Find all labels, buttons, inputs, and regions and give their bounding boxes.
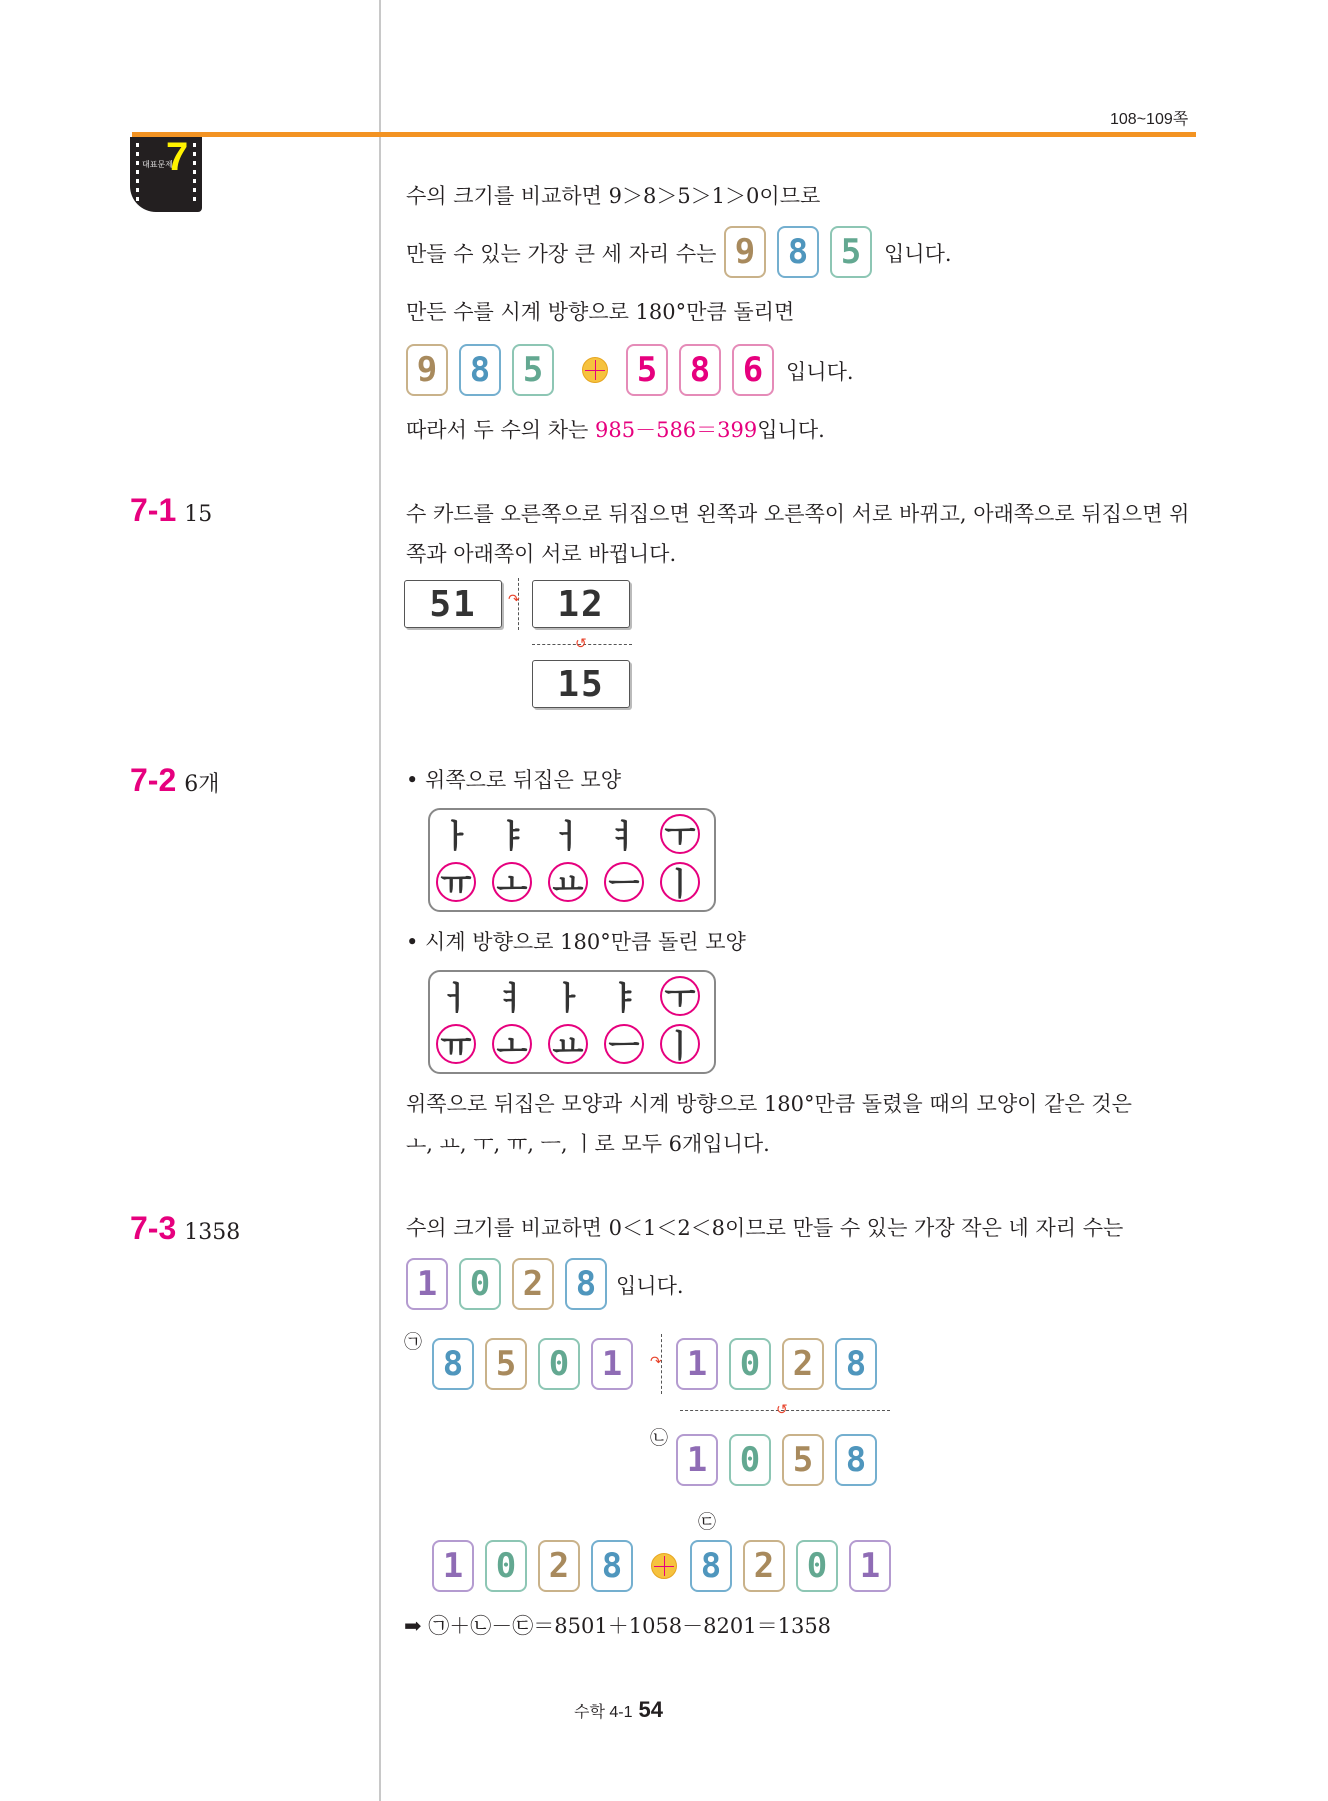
page-reference: 108~109쪽 xyxy=(1110,111,1189,128)
digit-tile: 2 xyxy=(782,1338,824,1390)
digit-tile: 0 xyxy=(459,1258,501,1310)
s72-bullet2: • 시계 방향으로 180°만큼 돌린 모양 xyxy=(406,930,746,954)
jamo: ㅑ xyxy=(496,817,528,855)
rotate-180-icon xyxy=(651,1553,677,1579)
jamo-circled: ㅛ xyxy=(548,862,588,902)
digit-tile: 8 xyxy=(835,1434,877,1486)
digit-tile: 8 xyxy=(459,344,501,396)
digit-tile: 0 xyxy=(729,1434,771,1486)
s7-line5b: 입니다. xyxy=(757,418,825,442)
label-text: 7-3 xyxy=(130,1210,177,1246)
page-footer xyxy=(574,1697,663,1723)
digit-tile: 1 xyxy=(849,1540,891,1592)
column-divider xyxy=(379,0,381,1801)
digit-tile: 0 xyxy=(796,1540,838,1592)
jamo: ㅕ xyxy=(496,979,528,1017)
number-card: 12 xyxy=(532,580,630,628)
jamo: ㅓ xyxy=(552,817,584,855)
jamo: ㅓ xyxy=(440,979,472,1017)
jamo: ㅏ xyxy=(440,817,472,855)
rotate-180-icon xyxy=(582,357,608,383)
s7-calc: 985－586＝399 xyxy=(595,418,758,442)
page-number: 54 xyxy=(638,1697,663,1722)
label-text: 7-2 xyxy=(130,762,177,798)
footer-subject: 수학 4-1 xyxy=(574,1704,633,1721)
s7-line5a: 따라서 두 수의 차는 xyxy=(406,418,595,442)
digit-tile: 5 xyxy=(485,1338,527,1390)
digit-tile: 1 xyxy=(406,1258,448,1310)
flip-arrow-icon: ↺ xyxy=(776,1402,788,1418)
flip-arrow-icon: ↷ xyxy=(650,1354,662,1370)
digit-tile: 6 xyxy=(732,344,774,396)
problem-7-3-label xyxy=(130,1210,240,1247)
digit-tile: 1 xyxy=(676,1434,718,1486)
problem-7-1-label xyxy=(130,492,212,529)
jamo-circled: ㅜ xyxy=(660,814,700,854)
digit-tile: 5 xyxy=(830,226,872,278)
s73-line2b: 입니다. xyxy=(616,1274,684,1298)
s7-line4b: 입니다. xyxy=(786,360,854,384)
s73-final: ➡ ㉠＋㉡－㉢＝8501＋1058－8201＝1358 xyxy=(404,1614,832,1638)
marker-a: ㉠ xyxy=(404,1332,422,1353)
jamo-circled: ㅠ xyxy=(436,1024,476,1064)
s7-line2a: 만들 수 있는 가장 큰 세 자리 수는 xyxy=(406,242,717,266)
digit-tile: 8 xyxy=(835,1338,877,1390)
digit-tile: 0 xyxy=(485,1540,527,1592)
jamo: ㅕ xyxy=(608,817,640,855)
digit-tile: 2 xyxy=(538,1540,580,1592)
marker-c: ㉢ xyxy=(698,1512,716,1533)
jamo-circled: ㅗ xyxy=(492,1024,532,1064)
digit-tile: 9 xyxy=(724,226,766,278)
digit-tile: 0 xyxy=(538,1338,580,1390)
badge-label: 대표문제 xyxy=(142,160,173,169)
jamo: ㅏ xyxy=(552,979,584,1017)
jamo-circled: ㅠ xyxy=(436,862,476,902)
digit-tile: 5 xyxy=(512,344,554,396)
digit-tile: 8 xyxy=(690,1540,732,1592)
s7-line2b: 입니다. xyxy=(884,242,952,266)
s72-bullet1: • 위쪽으로 뒤집은 모양 xyxy=(406,768,621,792)
badge-number: 7 xyxy=(166,135,189,179)
jamo-circled: ㅛ xyxy=(548,1024,588,1064)
digit-tile: 0 xyxy=(729,1338,771,1390)
header-rule xyxy=(132,132,1196,137)
digit-tile: 8 xyxy=(777,226,819,278)
problem-badge xyxy=(130,137,202,212)
answer: 6개 xyxy=(184,772,220,797)
jamo-circled: ㅜ xyxy=(660,976,700,1016)
s7-line5 xyxy=(406,416,825,444)
marker-b: ㉡ xyxy=(650,1428,668,1449)
digit-tile: 1 xyxy=(432,1540,474,1592)
number-card: 51 xyxy=(404,580,502,628)
flip-arrow-icon: ↷ xyxy=(508,592,520,608)
jamo-circled: ㅡ xyxy=(604,1024,644,1064)
film-holes-left xyxy=(136,143,139,203)
s73-line1: 수의 크기를 비교하면 0＜1＜2＜8이므로 만들 수 있는 가장 작은 네 자리 수는 xyxy=(406,1216,1124,1240)
digit-tile: 2 xyxy=(512,1258,554,1310)
digit-tile: 8 xyxy=(432,1338,474,1390)
digit-tile: 1 xyxy=(676,1338,718,1390)
digit-tile: 2 xyxy=(743,1540,785,1592)
s7-line3: 만든 수를 시계 방향으로 180°만큼 돌리면 xyxy=(406,300,795,324)
answer: 1358 xyxy=(184,1220,241,1245)
digit-tile: 1 xyxy=(591,1338,633,1390)
s71-line1: 수 카드를 오른쪽으로 뒤집으면 왼쪽과 오른쪽이 서로 바뀌고, 아래쪽으로 뒤집으면 위 xyxy=(406,502,1190,526)
film-holes-right xyxy=(193,143,196,203)
s72-conclusion1: 위쪽으로 뒤집은 모양과 시계 방향으로 180°만큼 돌렸을 때의 모양이 같은 것은 xyxy=(406,1092,1132,1116)
digit-tile: 5 xyxy=(782,1434,824,1486)
s72-conclusion2: ㅗ, ㅛ, ㅜ, ㅠ, ㅡ, ㅣ로 모두 6개입니다. xyxy=(406,1132,770,1156)
digit-tile: 5 xyxy=(626,344,668,396)
s7-line1: 수의 크기를 비교하면 9＞8＞5＞1＞0이므로 xyxy=(406,184,821,208)
s71-line2: 쪽과 아래쪽이 서로 바뀝니다. xyxy=(406,542,677,566)
jamo: ㅑ xyxy=(608,979,640,1017)
label-text: 7-1 xyxy=(130,492,177,528)
answer: 15 xyxy=(184,502,213,527)
number-card: 15 xyxy=(532,660,630,708)
problem-7-2-label xyxy=(130,762,220,799)
digit-tile: 8 xyxy=(565,1258,607,1310)
jamo-circled: ㅣ xyxy=(660,1024,700,1064)
digit-tile: 8 xyxy=(591,1540,633,1592)
digit-tile: 9 xyxy=(406,344,448,396)
digit-tile: 8 xyxy=(679,344,721,396)
flip-arrow-icon: ↺ xyxy=(575,636,587,652)
jamo-circled: ㅣ xyxy=(660,862,700,902)
jamo-circled: ㅡ xyxy=(604,862,644,902)
jamo-circled: ㅗ xyxy=(492,862,532,902)
